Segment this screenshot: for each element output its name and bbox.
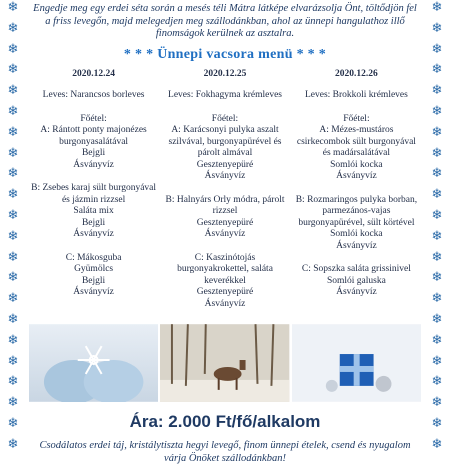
menu-dish-c: C: Kaszinótojás burgonyakrokettel, saláta keverékkel Gesztenyepüré Ásványvíz bbox=[177, 252, 273, 309]
snowflake-icon: ❄ bbox=[431, 144, 443, 160]
snowflake-icon: ❄ bbox=[7, 40, 19, 56]
menu-dish-c: C: Sopszka saláta grissinivel Somlói galuska Ásványvíz bbox=[301, 264, 411, 297]
snowflake-icon: ❄ bbox=[7, 19, 19, 35]
snowflake-icon: ❄ bbox=[7, 352, 19, 368]
gift-ornament-photo bbox=[292, 324, 421, 402]
menu-dish-a: A: Rántott ponty majonézes burgonyasalátával Bejgli Ásványvíz bbox=[40, 125, 147, 170]
snowflake-icon: ❄ bbox=[431, 61, 443, 77]
snowflake-icon: ❄ bbox=[431, 269, 443, 285]
snowflake-icon: ❄ bbox=[431, 82, 443, 98]
deer-forest-photo bbox=[160, 324, 289, 402]
outro-text: Csodálatos erdei táj, kristálytiszta hegyi levegő, finom ünnepi ételek, csend és nyugalom várja Önöket szállodánkban! bbox=[39, 440, 411, 464]
snowflake-icon: ❄ bbox=[431, 206, 443, 222]
snowflake-icon: ❄ bbox=[7, 82, 19, 98]
snowflake-icon: ❄ bbox=[431, 414, 443, 430]
snowflake-icon: ❄ bbox=[7, 206, 19, 222]
menu-columns bbox=[28, 69, 422, 323]
menu-dish-a: A: Karácsonyi pulyka aszalt szilvával, burgonyapürével és párolt almával Gesztenyepüré Ásványvíz bbox=[168, 125, 282, 181]
mittens-snowflake-photo bbox=[29, 324, 158, 402]
snowflake-icon: ❄ bbox=[7, 165, 19, 181]
snowflake-icon: ❄ bbox=[7, 102, 19, 118]
photo-strip bbox=[28, 324, 422, 402]
snowflake-icon: ❄ bbox=[431, 40, 443, 56]
snowflake-icon: ❄ bbox=[431, 227, 443, 243]
snowflake-icon: ❄ bbox=[431, 102, 443, 118]
left-snowflake-border bbox=[1, 0, 25, 450]
menu-soup: Leves: Fokhagyma krémleves bbox=[168, 90, 282, 100]
snowflake-icon: ❄ bbox=[431, 331, 443, 347]
snowflake-icon: ❄ bbox=[7, 61, 19, 77]
snowflake-icon: ❄ bbox=[7, 227, 19, 243]
snowflake-icon: ❄ bbox=[431, 373, 443, 389]
menu-date: 2020.12.26 bbox=[335, 68, 378, 79]
main-course-label: Főétel: bbox=[80, 113, 107, 124]
snowflake-icon: ❄ bbox=[431, 352, 443, 368]
menu-dish-c: C: Mákosguba Gyümölcs Bejgli Ásványvíz bbox=[65, 252, 122, 297]
snowflake-icon: ❄ bbox=[431, 310, 443, 326]
snowflake-icon: ❄ bbox=[7, 435, 19, 451]
snowflake-icon: ❄ bbox=[7, 186, 19, 202]
menu-dish-b: B: Zsebes karaj sült burgonyával és jázmin rizzsel Saláta mix Bejgli Ásványvíz bbox=[31, 183, 157, 239]
right-snowflake-border bbox=[425, 0, 449, 450]
snowflake-icon: ❄ bbox=[431, 435, 443, 451]
menu-date: 2020.12.24 bbox=[72, 68, 115, 79]
snowflake-icon: ❄ bbox=[7, 414, 19, 430]
snowflake-icon: ❄ bbox=[7, 144, 19, 160]
snowflake-icon: ❄ bbox=[431, 186, 443, 202]
snowflake-icon: ❄ bbox=[431, 123, 443, 139]
menu-date: 2020.12.25 bbox=[203, 68, 247, 79]
snowflake-icon: ❄ bbox=[7, 373, 19, 389]
snowflake-icon: ❄ bbox=[431, 19, 443, 35]
menu-dish-a: A: Mézes-mustáros csirkecombok sült burgonyával és madársalátával Somlói kocka Ásványvíz bbox=[296, 125, 416, 181]
menu-soup: Leves: Narancsos borleves bbox=[42, 90, 145, 100]
menu-dish-b: B: Halnyárs Orly módra, párolt rizzsel Gesztenyepüré Ásványvíz bbox=[165, 194, 285, 239]
snowflake-icon: ❄ bbox=[7, 269, 19, 285]
snowflake-icon: ❄ bbox=[7, 290, 19, 306]
snowflake-icon: ❄ bbox=[7, 394, 19, 410]
snowflake-icon: ❄ bbox=[7, 123, 19, 139]
snowflake-icon: ❄ bbox=[7, 331, 19, 347]
snowflake-icon: ❄ bbox=[7, 310, 19, 326]
snowflake-icon: ❄ bbox=[431, 290, 443, 306]
snowflake-icon: ❄ bbox=[431, 248, 443, 264]
snowflake-icon: ❄ bbox=[431, 394, 443, 410]
menu-title: * * * Ünnepi vacsora menü * * * bbox=[123, 46, 327, 62]
flyer bbox=[28, 0, 422, 464]
main-course-label: Főétel: bbox=[211, 113, 239, 124]
snowflake-icon: ❄ bbox=[431, 165, 443, 181]
main-course-label: Főétel: bbox=[343, 113, 370, 124]
price: Ára: 2.000 Ft/fő/alkalom bbox=[129, 412, 321, 431]
snowflake-icon: ❄ bbox=[7, 0, 19, 14]
menu-soup: Leves: Brokkoli krémleves bbox=[304, 90, 408, 100]
menu-dish-b: B: Rozmaringos pulyka borban, parmezános-vajas burgonyapürével, sült körtével Somlói kocka Ásványvíz bbox=[295, 194, 418, 251]
intro-text: Engedje meg egy erdei séta során a mesés téli Mátra látképe elvarázsolja Önt, töltődjön fel a friss levegőn, majd melegedjen meg szállodánkban, ahol az ünnepi hangulathoz illő finomságok kerülnek az asztalra. bbox=[33, 3, 417, 39]
snowflake-icon: ❄ bbox=[431, 0, 443, 14]
menu-column-day-1 bbox=[28, 69, 159, 323]
snowflake-icon: ❄ bbox=[7, 248, 19, 264]
menu-column-day-3 bbox=[291, 69, 422, 323]
menu-column-day-2 bbox=[159, 69, 290, 323]
